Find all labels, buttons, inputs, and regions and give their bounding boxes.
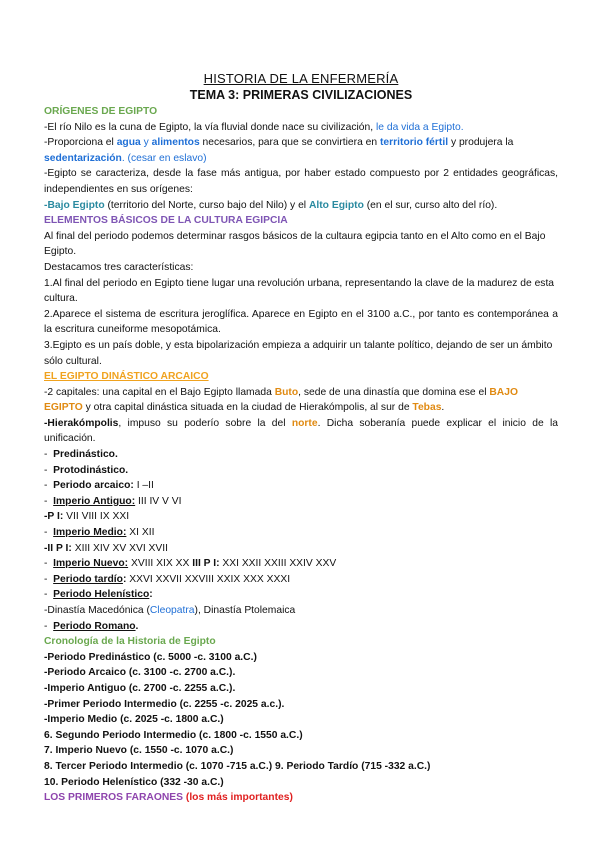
section-heading-elementos: ELEMENTOS BÁSICOS DE LA CULTURA EGIPCIA xyxy=(44,215,288,227)
chronology-item: -Imperio Antiguo (c. 2700 -c. 2255 a.C.). xyxy=(44,682,236,694)
list-item: - Periodo Helenístico: xyxy=(44,589,153,601)
paragraph: Destacamos tres características: xyxy=(44,261,194,273)
chronology-item: -Imperio Medio (c. 2025 -c. 1800 a.C.) xyxy=(44,714,224,726)
paragraph: -2 capitales: una capital en el Bajo Egipto llamada Buto, sede de una dinastía que domina ese el BAJO EGIPTO y otra capital dinástica situada en la ciudad de Hierakómpolis, al sur de Tebas. xyxy=(44,386,518,414)
chronology-item: 10. Periodo Helenístico (332 -30 a.C.) xyxy=(44,776,224,788)
list-item: 2.Aparece el sistema de escritura jeroglífica. Aparece en Egipto en el 3100 a.C., por tanto es contemporánea a la escritura cuneiforme mesopotámica. xyxy=(44,308,558,336)
chronology-item: 8. Tercer Periodo Intermedio (c. 1070 -715 a.C.) 9. Periodo Tardío (715 -332 a.C.) xyxy=(44,760,431,772)
section-heading-faraones: LOS PRIMEROS FARAONES (los más importantes) xyxy=(44,792,293,804)
paragraph: -Bajo Egipto (territorio del Norte, curso bajo del Nilo) y el Alto Egipto (en el sur, curso alto del río). xyxy=(44,199,498,211)
list-item: - Periodo tardío: XXVI XXVII XXVIII XXIX XXX XXXI xyxy=(44,573,291,585)
chronology-item: -Primer Periodo Intermedio (c. 2255 -c. 2025 a.c.). xyxy=(44,698,285,710)
list-item: 3.Egipto es un país doble, y esta bipolarización empieza a adquirir un talante político, dejando de ser un ámbito sólo cultural. xyxy=(44,339,553,367)
list-item: - Periodo arcaico: I –II xyxy=(44,480,154,492)
section-heading-dinastico: EL EGIPTO DINÁSTICO ARCAICO xyxy=(44,371,209,383)
list-item: - Imperio Medio: XI XII xyxy=(44,527,155,539)
list-item: -Dinastía Macedónica (Cleopatra), Dinastía Ptolemaica xyxy=(44,605,296,616)
list-item: - Protodinástico. xyxy=(44,464,129,476)
paragraph: Al final del periodo podemos determinar rasgos básicos de la cultaura egipcia tanto en el Alto como en el Bajo Egipto. xyxy=(44,230,546,258)
document-page xyxy=(44,70,558,806)
list-item: - Imperio Nuevo: XVIII XIX XX III P I: XXI XXII XXIII XXIV XXV xyxy=(44,558,337,570)
chronology-item: -Periodo Arcaico (c. 3100 -c. 2700 a.C.). xyxy=(44,667,236,679)
list-item: - Imperio Antiguo: III IV V VI xyxy=(44,495,182,507)
chronology-item: -Periodo Predinástico (c. 5000 -c. 3100 a.C.) xyxy=(44,651,257,663)
document-title: HISTORIA DE LA ENFERMERÍA xyxy=(203,71,399,86)
chronology-item: 7. Imperio Nuevo (c. 1550 -c. 1070 a.C.) xyxy=(44,745,234,757)
list-item: -II P I: XIII XIV XV XVI XVII xyxy=(44,542,169,554)
list-item: - Predinástico. xyxy=(44,449,118,461)
highlight: le da vida a Egipto. xyxy=(375,121,464,133)
paragraph: -Proporciona el agua y alimentos necesarios, para que se convirtiera en territorio fértil y produjera la sedentarización. (cesar en eslavo) xyxy=(44,137,514,164)
chronology-item: 6. Segundo Periodo Intermedio (c. 1800 -c. 1550 a.C.) xyxy=(44,729,303,741)
list-item: 1.Al final del periodo en Egipto tiene lugar una revolución urbana, representando la clave de la madurez de esta cultura. xyxy=(44,277,555,305)
paragraph: -Hierakómpolis, impuso su poderío sobre la del norte. Dicha soberanía puede explicar el inicio de la unificación. xyxy=(44,417,559,445)
list-item: -P I: VII VIII IX XXI xyxy=(44,511,130,523)
paragraph: -Egipto se caracteriza, desde la fase más antigua, por haber estado compuesto por 2 entidades geográficas, independientes en sus orígenes: xyxy=(44,168,558,195)
document-subtitle: TEMA 3: PRIMERAS CIVILIZACIONES xyxy=(189,88,413,102)
list-item: - Periodo Romano. xyxy=(44,620,139,632)
section-heading-cronologia: Cronología de la Historia de Egipto xyxy=(44,636,216,648)
section-heading-origenes: ORÍGENES DE EGIPTO xyxy=(44,106,158,117)
paragraph: -El río Nilo es la cuna de Egipto, la vía fluvial donde nace su civilización, le da vida a Egipto. xyxy=(44,121,464,133)
